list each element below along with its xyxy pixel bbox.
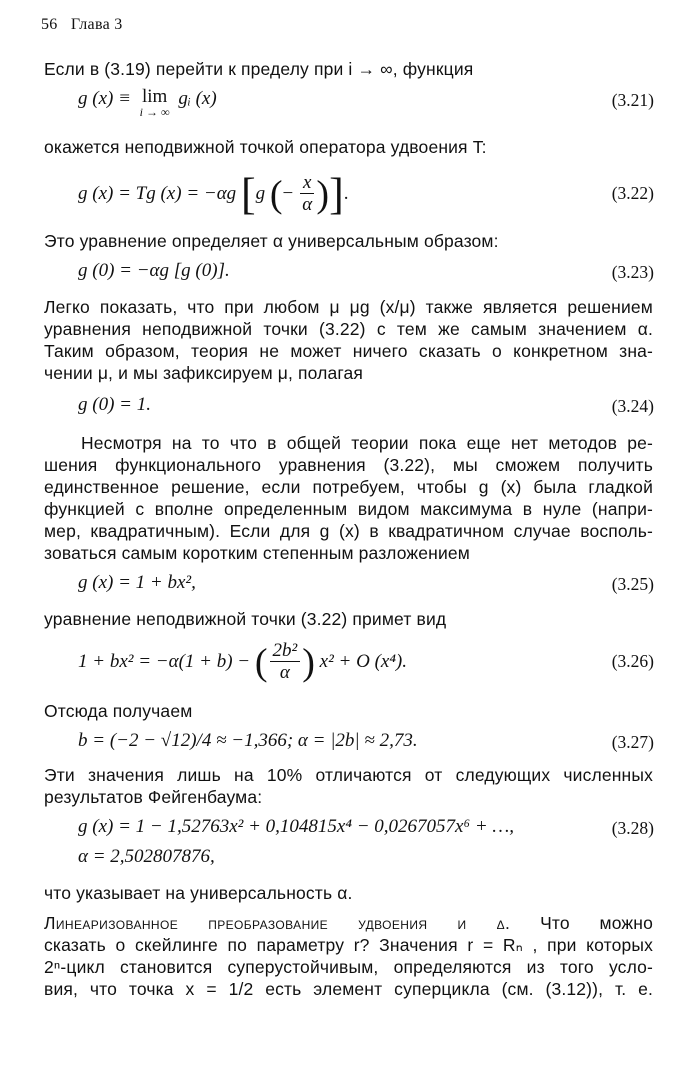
section-heading: Линеаризованное преобразование удвоения и δ. bbox=[44, 913, 511, 933]
text-line: чении μ, и мы зафиксируем μ, полагая bbox=[44, 363, 364, 383]
equation-3-23 bbox=[78, 260, 654, 290]
text-line: шения функционального уравнения (3.22), мы сможем получить bbox=[44, 455, 653, 475]
text-line: Эти значения лишь на 10% отличаются от следующих численных bbox=[44, 765, 653, 785]
eq-body: g (0) = 1. bbox=[78, 394, 151, 415]
running-header bbox=[41, 16, 123, 34]
equation-3-26: 1 + bx² = −α(1 + b) − ( $\frac{\text{2b²}}{\alpha}$ ) x² + O (x⁴). (3.26) bbox=[78, 640, 654, 684]
text-line: Отсюда получаем bbox=[44, 701, 193, 721]
text-line: Несмотря на то что в общей теории пока еще нет методов ре- bbox=[81, 433, 653, 453]
equation-number: (3.24) bbox=[611, 396, 654, 416]
text-line: Если в (3.19) перейти к пределу при i → ∞, функция bbox=[44, 59, 474, 79]
equation-number: (3.22) bbox=[611, 183, 654, 203]
limit-operator: lim i → ∞ bbox=[139, 86, 170, 119]
equation-number: (3.25) bbox=[611, 574, 654, 594]
eq-lhs: g (x) ≡ bbox=[78, 88, 131, 109]
page-number: 56 bbox=[41, 16, 58, 33]
paragraph-7 bbox=[44, 700, 653, 722]
equation-3-21 bbox=[78, 88, 654, 118]
equation-3-25 bbox=[78, 572, 654, 602]
text-line: уравнение неподвижной точки (3.22) примет вид bbox=[44, 609, 447, 629]
text-line: Таким образом, теория не может ничего сказать о конкретном зна- bbox=[44, 341, 653, 361]
paragraph-10 bbox=[44, 912, 653, 1000]
text-line: 2ⁿ-цикл становится суперустойчивым, определяются из того усло- bbox=[44, 957, 653, 977]
paragraph-5 bbox=[44, 432, 653, 564]
fraction: $\frac{x}{\alpha}$ bbox=[300, 173, 314, 216]
equation-number: (3.21) bbox=[611, 90, 654, 110]
text-line: Это уравнение определяет α универсальным образом: bbox=[44, 231, 499, 251]
text-line: мер, квадратичным). Если для g (x) в квадратичном случае восполь- bbox=[44, 521, 653, 541]
eq-lhs: 1 + bx² = −α(1 + b) − bbox=[78, 651, 251, 672]
eq-body: g (0) = −αg [g (0)]. bbox=[78, 260, 230, 281]
equation-3-27 bbox=[78, 730, 654, 760]
equation-3-22: g (x) = Tg (x) = −αg [g (− $\frac{x}{\alpha}$ )]. (3.22) bbox=[78, 169, 654, 219]
paragraph-6 bbox=[44, 608, 653, 630]
equation-number: (3.23) bbox=[611, 262, 654, 282]
paragraph-2 bbox=[44, 136, 653, 158]
text-line: результатов Фейгенбаума: bbox=[44, 787, 263, 807]
eq-body: g (x) = 1 − 1,52763x² + 0,104815x⁴ − 0,0267057x⁶ + …, bbox=[78, 816, 515, 837]
eq-body: b = (−2 − √12)/4 ≈ −1,366; α = |2b| ≈ 2,73. bbox=[78, 730, 418, 751]
fraction: $\frac{\text{2b²}}{\alpha}$ bbox=[270, 641, 301, 684]
text-line: Линеаризованное преобразование удвоения и δ. Что можно bbox=[44, 913, 653, 933]
paragraph-3 bbox=[44, 230, 653, 252]
text-line: функцией с вполне определенным видом максимума в нуле (напри- bbox=[44, 499, 653, 519]
eq-rhs: x² + O (x⁴). bbox=[319, 651, 408, 672]
text-line: Легко показать, что при любом μ μg (x/μ) также является решением bbox=[44, 297, 653, 317]
paragraph-8 bbox=[44, 764, 653, 808]
eq-body: α = 2,502807876, bbox=[78, 846, 215, 867]
text-line: уравнения неподвижной точки (3.22) с тем же самым значением α. bbox=[44, 319, 653, 339]
text-line: что указывает на универсальность α. bbox=[44, 883, 353, 903]
paragraph-1 bbox=[44, 58, 653, 80]
eq-body: g (x) = 1 + bx², bbox=[78, 572, 196, 593]
equation-number: (3.26) bbox=[611, 651, 654, 671]
text-line: единственное решение, если потребуем, чтобы g (x) была гладкой bbox=[44, 477, 653, 497]
equation-3-24 bbox=[78, 394, 654, 424]
paragraph-4 bbox=[44, 296, 653, 384]
equation-number: (3.28) bbox=[611, 818, 654, 838]
equation-3-28-alpha bbox=[78, 846, 654, 876]
equation-3-28 bbox=[78, 816, 654, 846]
paragraph-9 bbox=[44, 882, 653, 904]
eq-lhs: g (x) = Tg (x) = −αg bbox=[78, 183, 237, 204]
chapter-title: Глава 3 bbox=[70, 16, 123, 33]
eq-rhs: gᵢ (x) bbox=[178, 88, 217, 109]
equation-number: (3.27) bbox=[611, 732, 654, 752]
text-line: зоваться самым коротким степенным разложением bbox=[44, 543, 470, 563]
text-line: сказать о скейлинге по параметру r? Значения r = Rₙ , при которых bbox=[44, 935, 653, 955]
text-line: вия, что точка x = 1/2 есть элемент суперцикла (см. (3.12)), т. е. bbox=[44, 979, 653, 999]
text-line: окажется неподвижной точкой оператора удвоения T: bbox=[44, 137, 487, 157]
